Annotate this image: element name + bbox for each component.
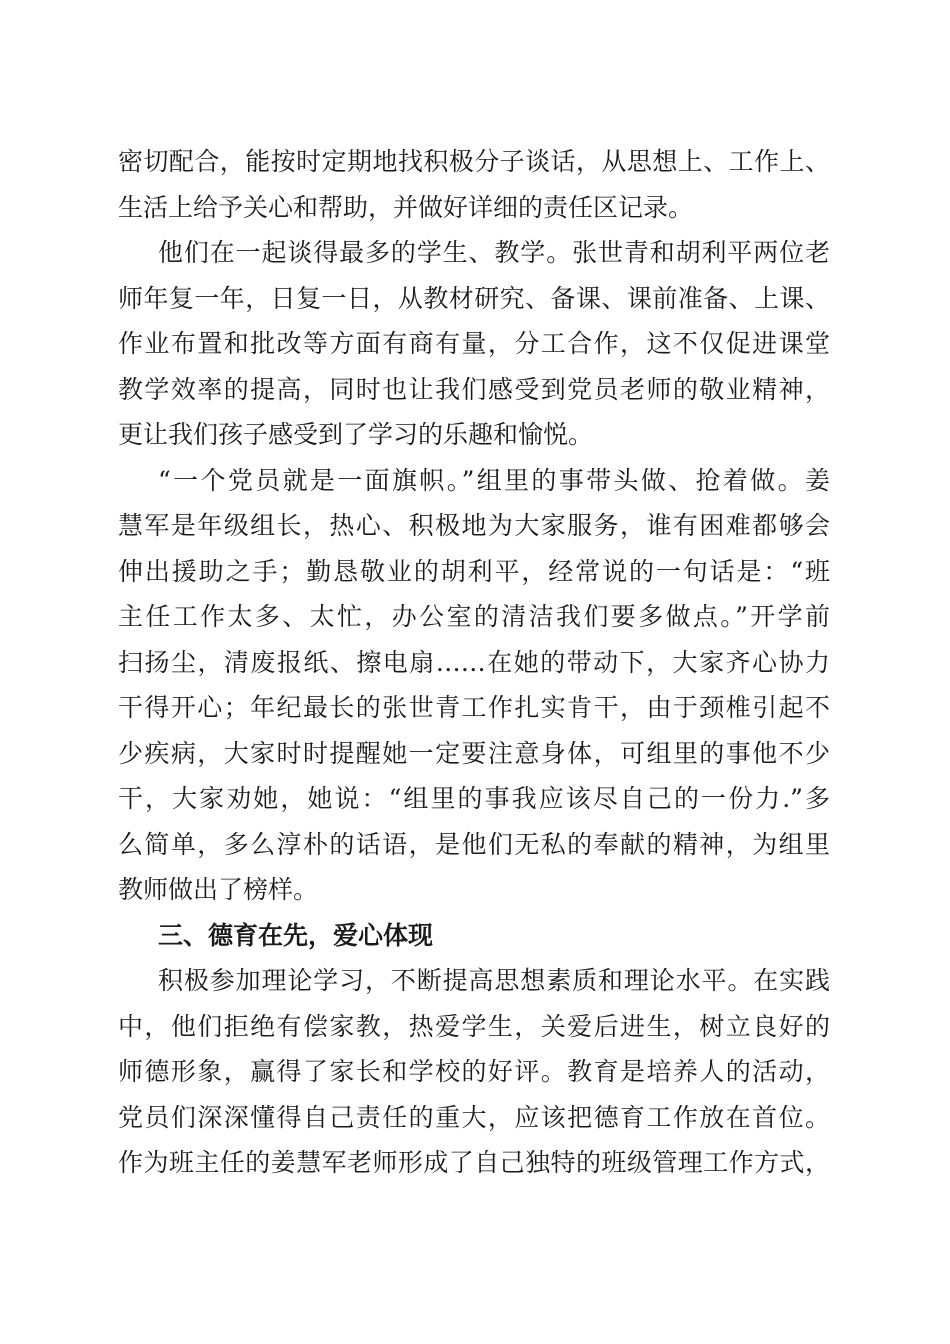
text-line: 生活上给予关心和帮助，并做好详细的责任区记录。	[118, 192, 694, 222]
paragraph-start-line: 积极参加理论学习，不断提高思想素质和理论水平。在实践	[158, 966, 830, 995]
text-line: 师德形象，赢得了家长和学校的好评。教育是培养人的活动，	[118, 1057, 830, 1086]
text-line: 教师做出了榜样。	[118, 875, 319, 904]
text-line: 么简单，多么淳朴的话语，是他们无私的奉献的精神，为组里	[118, 829, 830, 859]
text-line: 作业布置和批改等方面有商有量，分工合作，这不仅促进课堂	[118, 329, 830, 358]
text-line: 教学效率的提高，同时也让我们感受到党员老师的敬业精神，	[118, 374, 830, 404]
text-line: 密切配合，能按时定期地找积极分子谈话，从思想上、工作上、	[118, 147, 830, 176]
section-heading: 三、德育在先，爱心体现	[158, 920, 434, 950]
text-line: 师年复一年，日复一日，从教材研究、备课、课前准备、上课、	[118, 283, 830, 313]
text-line: 中，他们拒绝有偿家教，热爱学生，关爱后进生，树立良好的	[118, 1011, 830, 1041]
text-line: 更让我们孩子感受到了学习的乐趣和愉悦。	[118, 420, 594, 449]
text-line: 伸出援助之手；勤恳敬业的胡利平，经常说的一句话是：“班	[118, 556, 830, 586]
text-line: 扫扬尘，清废报纸、擦电扇……在她的带动下，大家齐心协力	[118, 647, 830, 677]
text-line: 干得开心；年纪最长的张世青工作扎实肯干，由于颈椎引起不	[118, 693, 830, 722]
text-line: 少疾病，大家时时提醒她一定要注意身体，可组里的事他不少	[118, 738, 830, 768]
text-line: 作为班主任的姜慧军老师形成了自己独特的班级管理工作方式，	[118, 1148, 830, 1177]
text-line: 党员们深深懂得自己责任的重大，应该把德育工作放在首位。	[118, 1102, 830, 1132]
text-line: 主任工作太多、太忙，办公室的清洁我们要多做点。”开学前	[118, 602, 830, 631]
document-body	[118, 139, 830, 1186]
text-line: 干，大家劝她，她说：“组里的事我应该尽自己的一份力.”多	[118, 784, 830, 813]
paragraph-start-line: 他们在一起谈得最多的学生、教学。张世青和胡利平两位老	[158, 238, 830, 267]
paragraph-start-line: “一个党员就是一面旗帜。”组里的事带头做、抢着做。姜	[158, 465, 830, 495]
text-line: 慧军是年级组长，热心、积极地为大家服务，谁有困难都够会	[118, 511, 830, 540]
